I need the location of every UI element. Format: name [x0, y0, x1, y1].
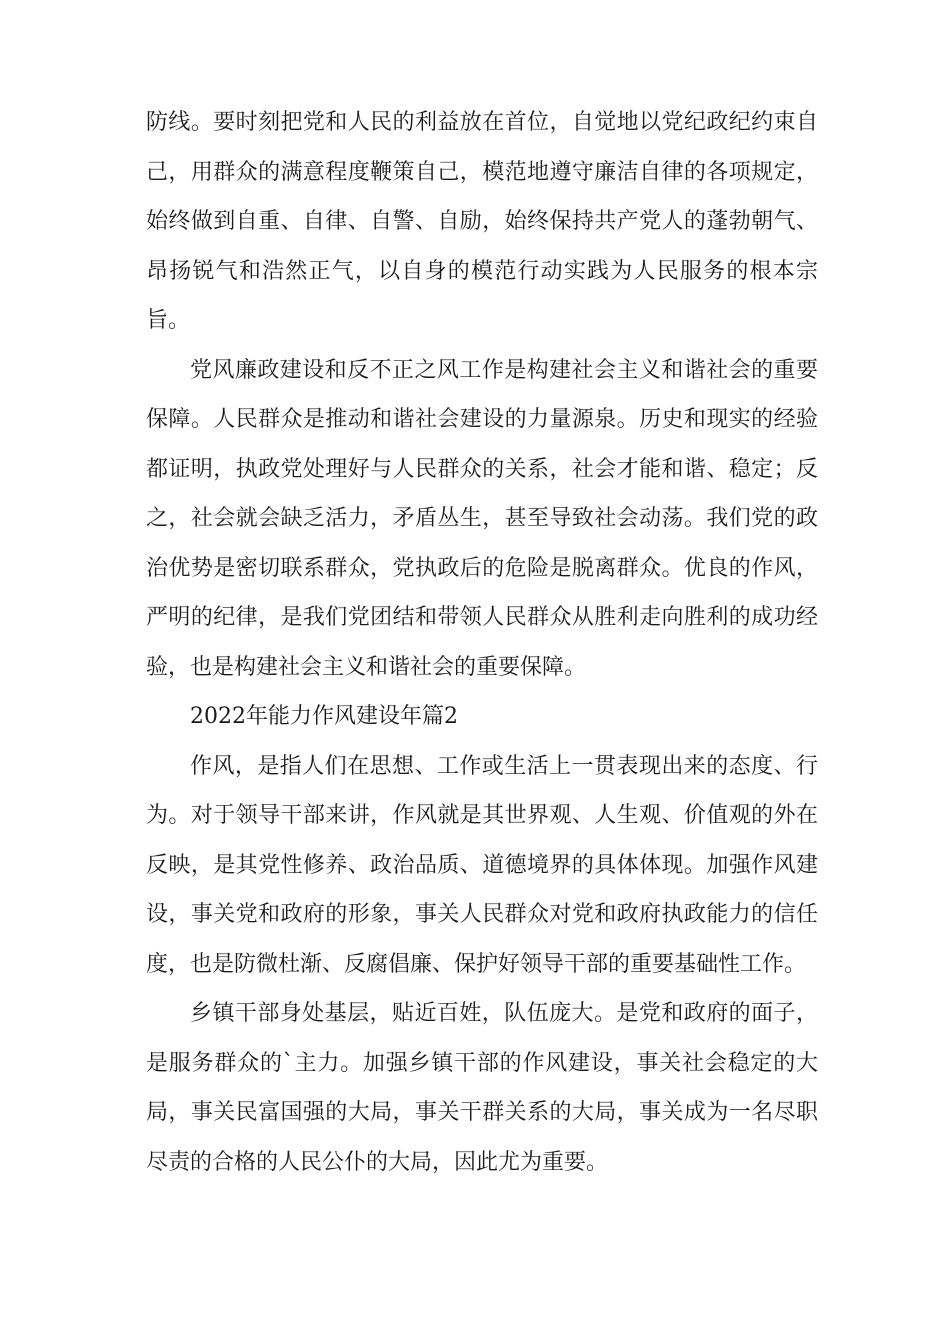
document-body: [146, 98, 818, 1187]
paragraph-1: 防线。要时刻把党和人民的利益放在首位，自觉地以党纪政纪约束自己，用群众的满意程度鞭策自己，模范地遵守廉洁自律的各项规定，始终做到自重、自律、自警、自励，始终保持共产党人的蓬勃朝气、昂扬锐气和浩然正气，以自身的模范行动实践为人民服务的根本宗旨。: [146, 110, 818, 333]
paragraph-2: 党风廉政建设和反不正之风工作是构建社会主义和谐社会的重要保障。人民群众是推动和谐社会建设的力量源泉。历史和现实的经验都证明，执政党处理好与人民群众的关系，社会才能和谐、稳定；反之，社会就会缺乏活力，矛盾丛生，甚至导致社会动荡。我们党的政治优势是密切联系群众，党执政后的危险是脱离群众。优良的作风，严明的纪律，是我们党团结和带领人民群众从胜利走向胜利的成功经验，也是构建社会主义和谐社会的重要保障。: [146, 357, 818, 680]
paragraph-4: 乡镇干部身处基层，贴近百姓，队伍庞大。是党和政府的面子，是服务群众的`主力。加强乡镇干部的作风建设，事关社会稳定的大局，事关民富国强的大局，事关干群关系的大局，事关成为一名尽职尽责的合格的人民公仆的大局，因此尤为重要。: [146, 1001, 818, 1175]
paragraph-3: 作风，是指人们在思想、工作或生活上一贯表现出来的态度、行为。对于领导干部来讲，作风就是其世界观、人生观、价值观的外在反映，是其党性修养、政治品质、道德境界的具体体现。加强作风建设，事关党和政府的形象，事关人民群众对党和政府执政能力的信任度，也是防微杜渐、反腐倡廉、保护好领导干部的重要基础性工作。: [146, 753, 818, 977]
section-heading: 2022年能力作风建设年篇2: [190, 704, 458, 729]
